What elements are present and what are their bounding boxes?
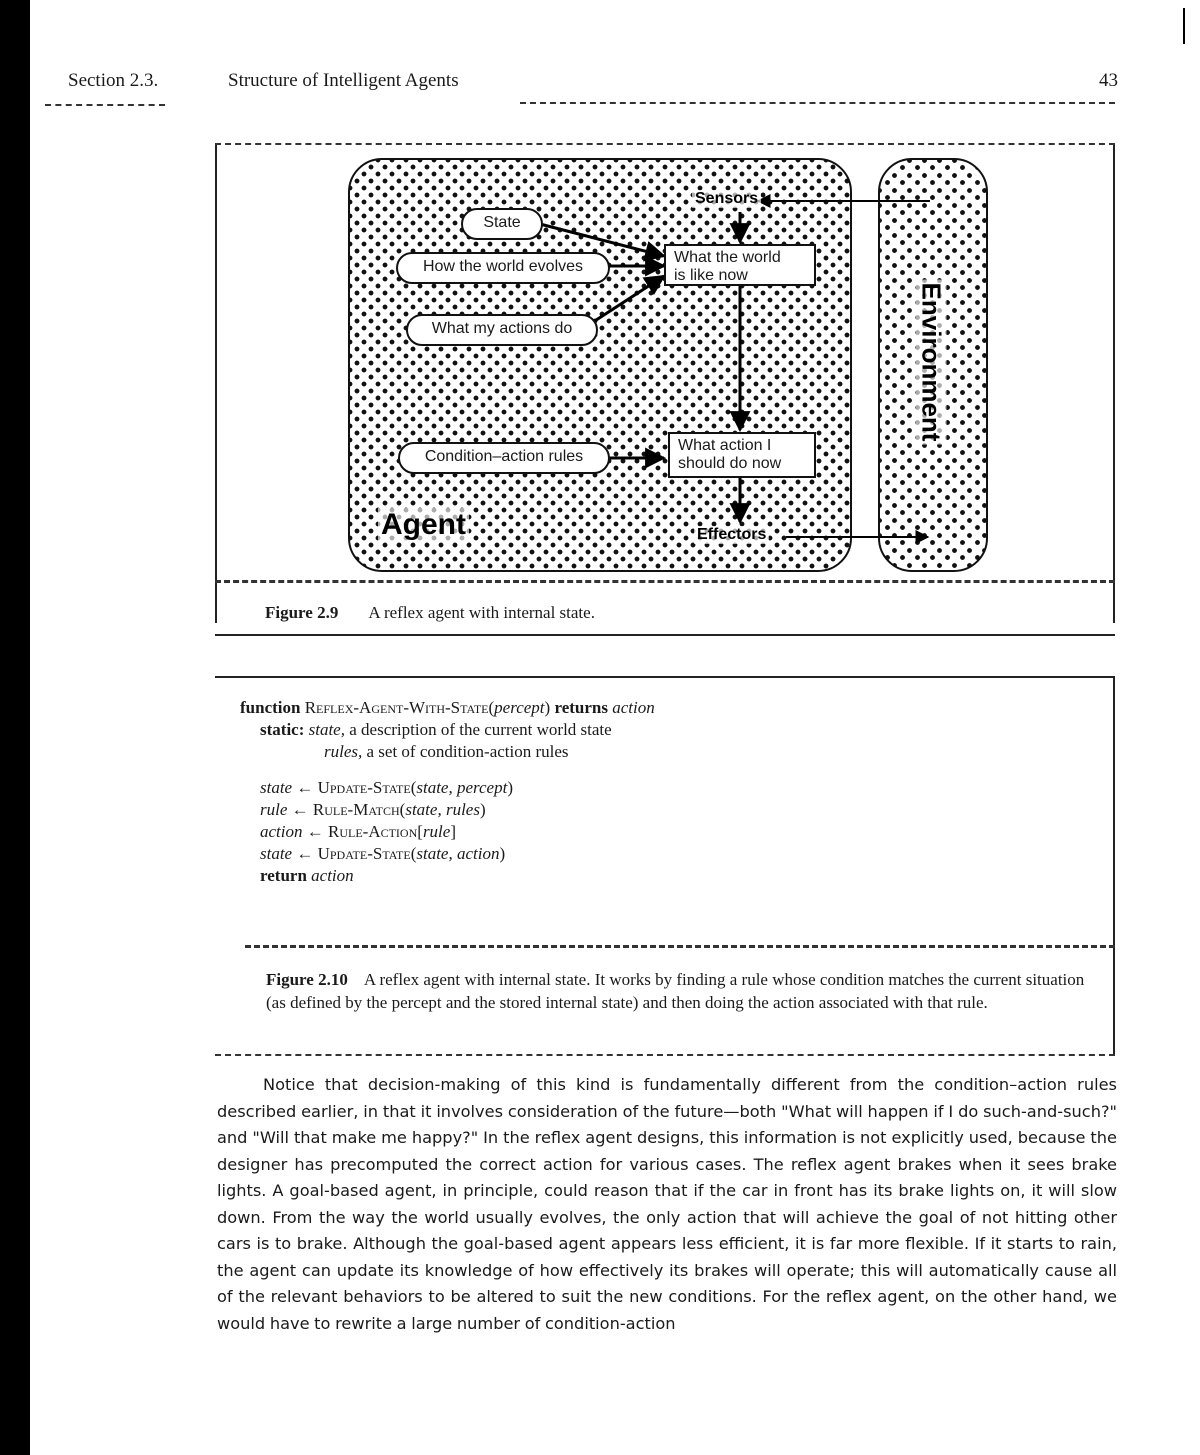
function-name: Reflex-Agent-With-State <box>304 698 489 717</box>
assign-op: ← <box>306 822 324 841</box>
what-actions-do-node: What my actions do <box>406 314 598 346</box>
environment-label: Environment <box>916 280 947 445</box>
keyword-return: return <box>260 866 307 885</box>
action-now-line2: should do now <box>678 455 782 472</box>
figure-2-9-caption-text: A reflex agent with internal state. <box>368 603 595 622</box>
assign-args: state, percept <box>416 778 508 797</box>
state-node: State <box>461 208 543 240</box>
figure-2-10-caption-text: A reflex agent with internal state. It works by finding a rule whose condition matches the current situation (as defined by the percept and the stored internal state) and then doing the action associated with that rule. <box>266 970 1085 1012</box>
chapter-title: Structure of Intelligent Agents <box>228 70 459 91</box>
keyword-function: function <box>240 698 301 717</box>
assign-args: state, rules <box>405 800 480 819</box>
condition-action-rules-node: Condition–action rules <box>398 442 610 474</box>
figure-2-9-number: Figure 2.9 <box>265 603 339 622</box>
code-line-3 <box>240 741 655 763</box>
algorithm-listing <box>240 697 655 887</box>
assign-fn: Rule-Action <box>328 822 418 841</box>
assign-op: ← <box>291 800 309 819</box>
sensors-label: Sensors <box>692 190 761 208</box>
code-line-5: rule ← Rule-Match(state, rules) <box>260 800 486 819</box>
code-line-7: state ← Update-State(state, action) <box>260 844 506 863</box>
code-line-2 <box>240 719 655 741</box>
figure-2-10-mid-rule <box>245 945 1115 948</box>
agent-label: Agent <box>378 508 469 542</box>
assign-lhs: state <box>260 778 293 797</box>
assign-lhs: rule <box>260 800 288 819</box>
actions-to-world-arrow <box>590 276 664 324</box>
world-now-line1: What the world <box>674 249 781 266</box>
page-number: 43 <box>1099 70 1118 91</box>
return-var: action <box>311 866 354 885</box>
return-type: action <box>612 698 655 717</box>
code-line-1: function Reflex-Agent-With-State(percept) returns action <box>240 698 655 717</box>
keyword-static: static: <box>260 720 305 739</box>
how-world-evolves-node: How the world evolves <box>396 252 610 284</box>
effectors-label: Effectors <box>694 526 769 544</box>
code-line-6: action ← Rule-Action[rule] <box>260 822 456 841</box>
assign-fn: Rule-Match <box>312 800 400 819</box>
static-var-state: state, <box>308 720 345 739</box>
function-arg: percept <box>494 698 545 717</box>
keyword-returns: returns <box>554 698 608 717</box>
assign-fn: Update-State <box>317 778 411 797</box>
figure-2-9-caption <box>265 603 595 623</box>
static-var-rules: rules, <box>324 742 363 761</box>
section-label: Section 2.3. <box>68 70 159 91</box>
code-line-8 <box>240 865 655 887</box>
figure-2-10-caption <box>266 968 1086 1014</box>
static-desc-rules: a set of condition-action rules <box>366 742 569 761</box>
world-now-node <box>664 244 816 286</box>
assign-op: ← <box>296 844 314 863</box>
assign-args: rule <box>422 822 451 841</box>
body-paragraph: Notice that decision-making of this kind is fundamentally different from the condition–action rules described earlier, in that it involves consideration of the future—both "What will happen if I do such-and-such?" and "Will that make me happy?" In the reflex agent designs, this information is not explicitly used, because the designer has precomputed the correct action for various cases. The reflex agent brakes when it sees brake lights. A goal-based agent, in principle, could reason that if the car in front has its brake lights on, it will slow down. From the way the world usually evolves, the only action that will achieve the goal of not hitting other cars is to brake. Although the goal-based agent appears less efficient, it is far more flexible. If it starts to rain, the agent can update its knowledge of how effectively its brakes will operate; this will automatically cause all of the relevant behaviors to be altered to suit the new conditions. For the reflex agent, on the other hand, we would have to rewrite a large number of condition-action <box>217 1075 1117 1333</box>
figure-2-10-number: Figure 2.10 <box>266 970 348 989</box>
assign-lhs: action <box>260 822 303 841</box>
action-now-line1: What action I <box>678 437 772 454</box>
action-now-node <box>668 432 816 478</box>
assign-args: state, action <box>416 844 500 863</box>
assign-fn: Update-State <box>317 844 411 863</box>
diagram-arrows <box>0 0 1200 640</box>
assign-op: ← <box>296 778 314 797</box>
static-desc-state: a description of the current world state <box>349 720 612 739</box>
code-line-4: state ← Update-State(state, percept) <box>260 778 513 797</box>
assign-lhs: state <box>260 844 293 863</box>
world-now-line2: is like now <box>674 267 748 284</box>
